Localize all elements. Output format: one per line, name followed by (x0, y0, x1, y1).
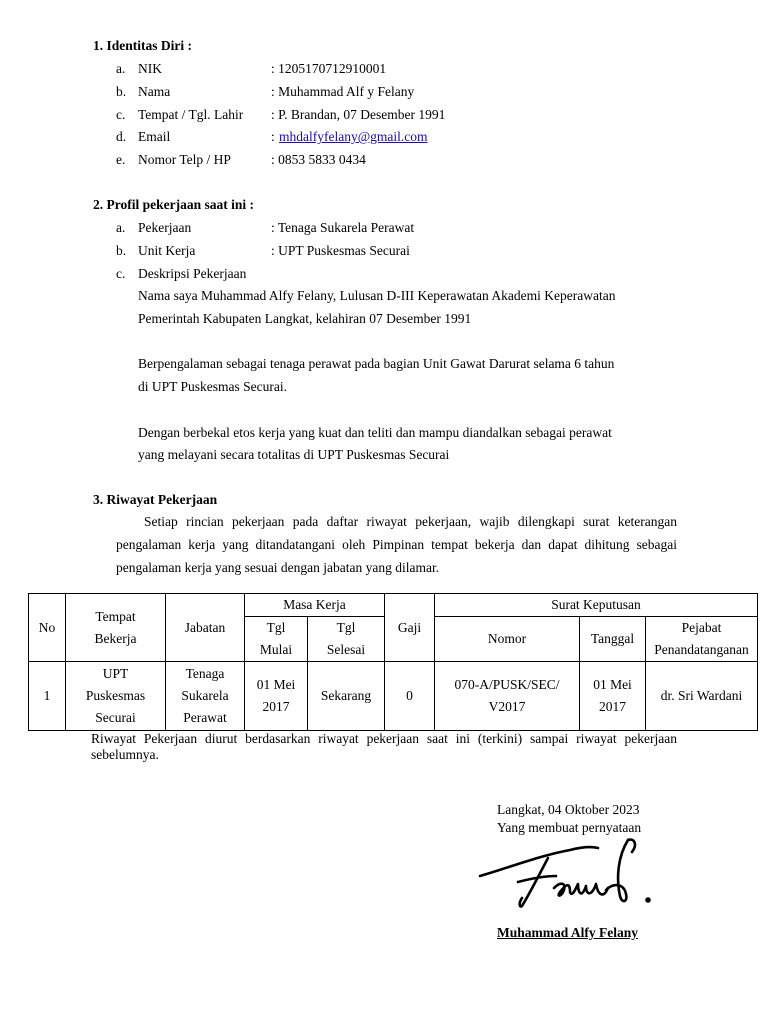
pekerjaan-label: Pekerjaan (138, 220, 192, 235)
cell-tempat: UPT Puskesmas Securai (66, 662, 166, 731)
table-row (29, 662, 758, 731)
table-note: Riwayat Pekerjaan diurut berdasarkan riwayat pekerjaan saat ini (terkini) sampai riwayat pekerjaan sebelumnya. (91, 731, 677, 762)
signature-image (478, 838, 668, 918)
email-marker: d. (116, 129, 127, 144)
pekerjaan-marker: a. (116, 220, 126, 235)
ttl-label: Tempat / Tgl. Lahir (138, 107, 244, 122)
riwayat-table (28, 593, 758, 731)
nama-label: Nama (138, 84, 171, 99)
desc-line: Berpengalaman sebagai tenaga perawat pada bagian Unit Gawat Darurat selama 6 tahun (138, 356, 615, 371)
telp-label: Nomor Telp / HP (138, 152, 231, 167)
unit-label: Unit Kerja (138, 243, 196, 258)
nama-value: : Muhammad Alf y Felany (271, 84, 415, 99)
nik-marker: a. (116, 61, 126, 76)
th-tanggal: Tanggal (580, 617, 646, 662)
pekerjaan-value: : Tenaga Sukarela Perawat (271, 220, 415, 235)
th-tgl-selesai: Tgl Selesai (308, 617, 385, 662)
desc-line: di UPT Puskesmas Securai. (138, 379, 287, 394)
cell-tgl-selesai: Sekarang (308, 662, 385, 731)
signer-name: Muhammad Alfy Felany (497, 925, 639, 940)
email-label: Email (138, 129, 171, 144)
cell-jabatan: Tenaga Sukarela Perawat (166, 662, 245, 731)
cell-no: 1 (29, 662, 66, 731)
place-date: Langkat, 04 Oktober 2023 (497, 802, 640, 817)
section-2-title: 2. Profil pekerjaan saat ini : (93, 197, 254, 212)
email-colon: : (271, 129, 275, 144)
nik-label: NIK (138, 61, 162, 76)
cell-tanggal: 01 Mei 2017 (580, 662, 646, 731)
th-tempat: Tempat Bekerja (66, 594, 166, 662)
ttl-marker: c. (116, 107, 126, 122)
unit-marker: b. (116, 243, 127, 258)
desc-line: Dengan berbekal etos kerja yang kuat dan teliti dan mampu diandalkan sebagai perawat (138, 425, 612, 440)
cell-gaji: 0 (385, 662, 435, 731)
desc-line: Nama saya Muhammad Alfy Felany, Lulusan D-III Keperawatan Akademi Keperawatan (138, 288, 616, 303)
th-gaji: Gaji (385, 594, 435, 662)
deskripsi-label: Deskripsi Pekerjaan (138, 266, 247, 281)
th-jabatan: Jabatan (166, 594, 245, 662)
section-1-title: 1. Identitas Diri : (93, 38, 192, 53)
ttl-value: : P. Brandan, 07 Desember 1991 (271, 107, 446, 122)
th-pejabat: Pejabat Penandatanganan (646, 617, 758, 662)
desc-line: yang melayani secara totalitas di UPT Puskesmas Securai (138, 447, 450, 462)
th-nomor: Nomor (435, 617, 580, 662)
th-surat-keputusan: Surat Keputusan (435, 594, 758, 617)
th-tgl-mulai: Tgl Mulai (245, 617, 308, 662)
unit-value: : UPT Puskesmas Securai (271, 243, 410, 258)
deskripsi-marker: c. (116, 266, 126, 281)
statement-label: Yang membuat pernyataan (497, 820, 642, 835)
cell-tgl-mulai: 01 Mei 2017 (245, 662, 308, 731)
nama-marker: b. (116, 84, 127, 99)
section-3-intro: Setiap rincian pekerjaan pada daftar riwayat pekerjaan, wajib dilengkapi surat keterangan pengalaman kerja yang ditandatangani oleh Pimpinan tempat bekerja dan dapat dihitung sebagai pengalaman kerja yang sesuai dengan jabatan yang dilamar. (116, 514, 677, 575)
nik-value: : 1205170712910001 (271, 61, 387, 76)
section-3-title: 3. Riwayat Pekerjaan (93, 492, 218, 507)
th-no: No (29, 594, 66, 662)
telp-value: : 0853 5833 0434 (271, 152, 366, 167)
th-masa-kerja: Masa Kerja (245, 594, 385, 617)
cell-pejabat: dr. Sri Wardani (646, 662, 758, 731)
email-link[interactable]: mhdalfyfelany@gmail.com (279, 129, 428, 144)
desc-line: Pemerintah Kabupaten Langkat, kelahiran 07 Desember 1991 (138, 311, 472, 326)
telp-marker: e. (116, 152, 126, 167)
cell-nomor: 070-A/PUSK/SEC/ V2017 (435, 662, 580, 731)
